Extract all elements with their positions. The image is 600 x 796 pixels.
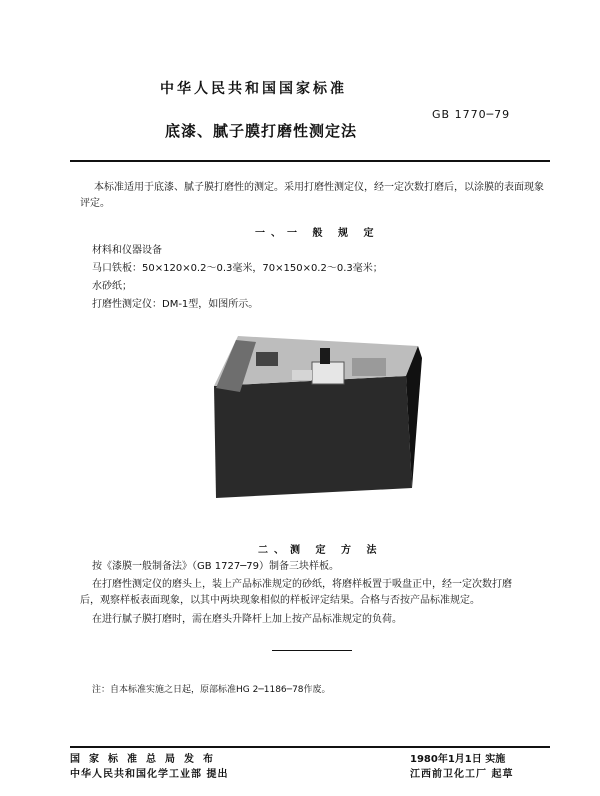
materials-line-tester: 打磨性测定仪：DM-1型，如图所示。 [92, 299, 259, 310]
national-standard-heading: 中华人民共和国国家标准 [160, 81, 347, 97]
drafter-line: 江西前卫化工厂 起草 [410, 769, 514, 780]
method-line-2: 在打磨性测定仪的磨头上，装上产品标准规定的砂纸，将磨样板置于吸盘正中，经一定次数打磨 [92, 579, 512, 590]
tester-weight [312, 362, 344, 384]
proposer-line: 中华人民共和国化学工业部 提出 [70, 769, 229, 780]
top-rule [70, 160, 550, 162]
document-title: 底漆、腻子膜打磨性测定法 [165, 122, 358, 140]
intro-paragraph: 本标准适用于底漆、腻子膜打磨性的测定。采用打磨性测定仪，经一定次数打磨后，以涂膜的表面现象评定。 [80, 182, 544, 209]
standard-number: GB 1770─79 [432, 108, 511, 121]
tester-body [214, 376, 412, 498]
materials-heading: 材料和仪器设备 [92, 245, 162, 256]
implementation-date: 1980年1月1日 实施 [410, 754, 506, 765]
tester-photo [196, 318, 422, 504]
method-line-3: 后，观察样板表面现象，以其中两块现象相似的样板评定结果。合格与否按产品标准规定。 [80, 595, 480, 606]
middle-rule [272, 650, 352, 651]
footnote: 注：自本标准实施之日起，原部标准HG 2─1186─78作废。 [92, 685, 331, 695]
section1-heading: 一、一 般 规 定 [255, 228, 380, 239]
materials-line-sandpaper: 水砂纸； [92, 281, 132, 292]
tester-gauge [256, 352, 278, 366]
bottom-rule [70, 746, 550, 748]
section2-heading: 二、测 定 方 法 [258, 545, 383, 556]
method-line-1: 按《漆膜一般制备法》（GB 1727─79）制备三块样板。 [92, 561, 339, 572]
materials-line-tinplate: 马口铁板：50×120×0.2～0.3毫米，70×150×0.2～0.3毫米； [92, 263, 383, 274]
issuer-line: 国家标准总局发布 [70, 754, 222, 765]
method-line-4: 在进行腻子膜打磨时，需在磨头升降杆上加上按产品标准规定的负荷。 [92, 614, 402, 625]
